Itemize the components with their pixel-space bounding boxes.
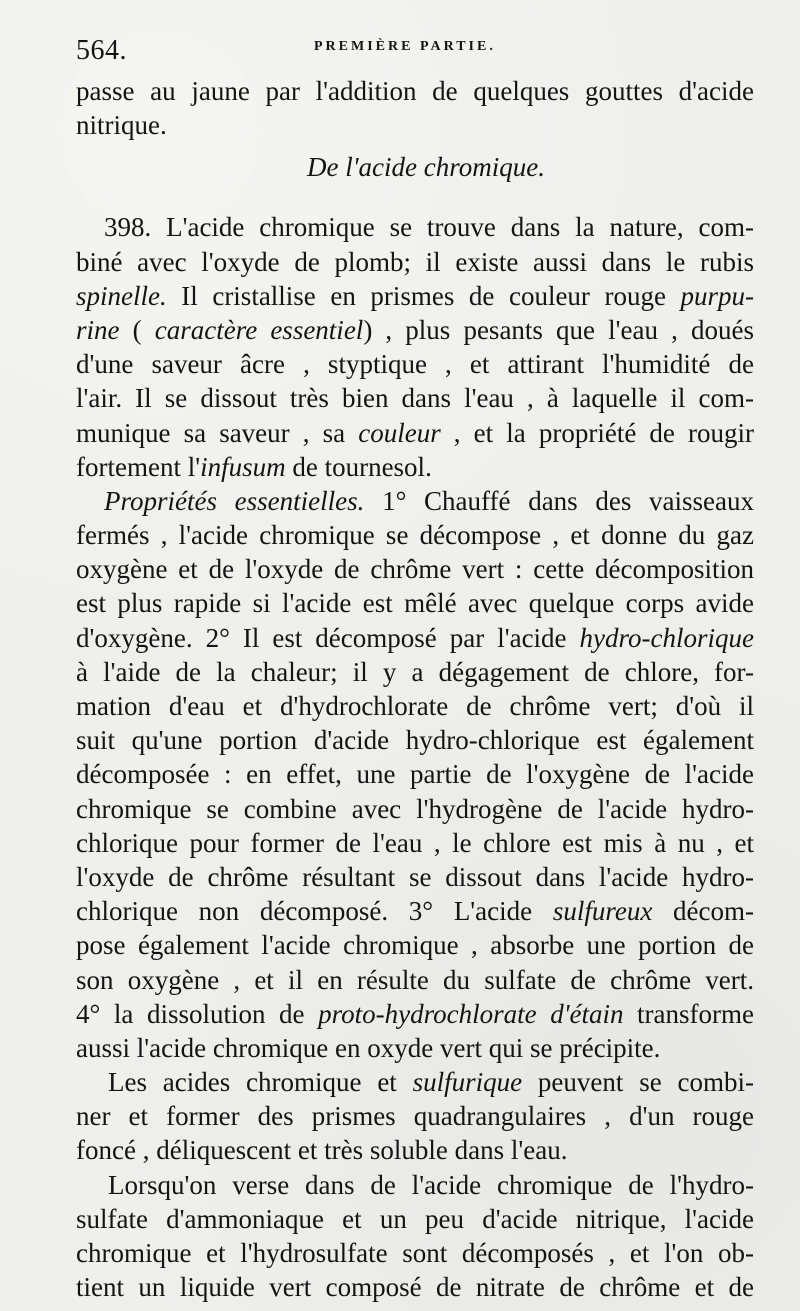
properties-line-4 bbox=[76, 586, 754, 620]
final-paragraph-line-2 bbox=[76, 1202, 754, 1236]
properties-line-6 bbox=[76, 655, 754, 689]
properties-line-7 bbox=[76, 689, 754, 723]
line-text: nitrique. bbox=[76, 110, 167, 141]
paragraph-398-line-5 bbox=[76, 347, 754, 381]
line-text: 4° la dissolution de bbox=[76, 998, 319, 1029]
properties-line-12 bbox=[76, 860, 754, 894]
italic-text: purpu- bbox=[680, 280, 754, 311]
paragraph-398-line-6 bbox=[76, 381, 754, 415]
line-text: à l'aide de la chaleur; il y a dégagement de chlore, for- bbox=[76, 656, 754, 687]
italic-text: couleur bbox=[358, 417, 441, 448]
paragraph-398-line-3 bbox=[76, 279, 754, 313]
line-text: décomposée : en effet, une partie de l'oxygène de l'acide bbox=[76, 759, 754, 790]
paragraph-398-line-4 bbox=[76, 313, 754, 347]
line-text: ner et former des prismes quadrangulaires , d'un rouge bbox=[76, 1101, 754, 1132]
line-text: Il cristallise en prismes de couleur rouge bbox=[166, 280, 681, 311]
line-text: mation d'eau et d'hydrochlorate de chrôme vert; d'où il bbox=[76, 691, 754, 721]
italic-text: rine bbox=[76, 314, 120, 345]
line-text: Lorsqu'on verse dans de l'acide chromique de l'hydro- bbox=[108, 1169, 754, 1200]
text-line-2 bbox=[76, 108, 754, 142]
paragraph-398-line-2 bbox=[76, 245, 754, 279]
italic-text: proto-hydrochlorate d'étain bbox=[318, 998, 624, 1029]
properties-line-13 bbox=[76, 894, 754, 928]
properties-line-15 bbox=[76, 963, 754, 997]
italic-text: spinelle. bbox=[76, 280, 167, 311]
line-text: Les acides chromique et bbox=[108, 1067, 413, 1098]
line-text: transforme bbox=[623, 998, 754, 1029]
acids-paragraph-line-3 bbox=[76, 1133, 754, 1167]
properties-line-1 bbox=[76, 484, 754, 518]
running-header bbox=[76, 28, 754, 74]
final-paragraph-line-4 bbox=[76, 1270, 754, 1304]
line-text: L'acide chromique se trouve dans la nature, com- bbox=[151, 212, 754, 243]
line-text: foncé , déliquescent et très soluble dans l'eau. bbox=[76, 1135, 568, 1166]
properties-line-14 bbox=[76, 928, 754, 962]
final-paragraph-line-3 bbox=[76, 1236, 754, 1270]
text-line-1 bbox=[76, 74, 754, 108]
italic-text: caractère essentiel bbox=[154, 314, 364, 345]
line-text: pose également l'acide chromique , absorbe une portion de bbox=[76, 930, 754, 961]
line-text: son oxygène , et il en résulte du sulfate de chrôme vert. bbox=[76, 964, 754, 995]
line-text: chromique se combine avec l'hydrogène de l'acide hydro- bbox=[76, 793, 754, 824]
line-text: chlorique pour former de l'eau , le chlore est mis à nu , et bbox=[76, 827, 754, 858]
acids-paragraph-line-1 bbox=[76, 1065, 754, 1099]
line-text: aussi l'acide chromique en oxyde vert qui se précipite. bbox=[76, 1032, 661, 1063]
properties-line-5 bbox=[76, 621, 754, 655]
line-text: munique sa saveur , sa bbox=[76, 417, 359, 448]
line-text: l'air. Il se dissout très bien dans l'eau , à laquelle il com- bbox=[76, 383, 754, 414]
line-text: oxygène et de l'oxyde de chrôme vert : cette décomposition bbox=[76, 554, 754, 585]
line-text: chromique et l'hydrosulfate sont décomposés , et l'on ob- bbox=[76, 1238, 754, 1268]
line-text: d'une saveur âcre , styptique , et attirant l'humidité de bbox=[76, 349, 754, 380]
properties-line-11 bbox=[76, 826, 754, 860]
line-text: décom- bbox=[652, 896, 754, 927]
line-text: l'oxyde de chrôme résultant se dissout dans l'acide hydro- bbox=[76, 861, 754, 892]
properties-line-2 bbox=[76, 518, 754, 552]
properties-line-10 bbox=[76, 792, 754, 826]
line-text: fortement l' bbox=[76, 451, 201, 482]
line-text: passe au jaune par l'addition de quelques gouttes d'acide bbox=[76, 76, 754, 106]
line-text: , et la propriété de rougir bbox=[440, 417, 754, 448]
page-number: 564. bbox=[76, 35, 127, 66]
line-text: d'oxygène. 2° Il est décomposé par l'acide bbox=[76, 622, 580, 653]
italic-text: sulfureux bbox=[552, 896, 653, 927]
final-paragraph-line-1 bbox=[76, 1168, 754, 1202]
properties-line-9 bbox=[76, 757, 754, 791]
line-text: peuvent se combi- bbox=[522, 1067, 754, 1098]
line-text: ) , plus pesants que l'eau , doués bbox=[363, 314, 755, 345]
paragraph-number: 398. bbox=[104, 212, 152, 243]
properties-line-8 bbox=[76, 723, 754, 757]
line-text: biné avec l'oxyde de plomb; il existe aussi dans le rubis bbox=[76, 246, 754, 277]
section-title: De l'acide chromique. bbox=[307, 152, 545, 183]
properties-line-3 bbox=[76, 552, 754, 586]
line-text: chlorique non décomposé. 3° L'acide bbox=[76, 896, 553, 927]
line-text: sulfate d'ammoniaque et un peu d'acide nitrique, l'acide bbox=[76, 1203, 754, 1234]
acids-paragraph-line-2 bbox=[76, 1099, 754, 1133]
italic-heading: Propriétés essentielles. bbox=[104, 485, 365, 516]
properties-line-17 bbox=[76, 1031, 754, 1065]
paragraph-398-line-8 bbox=[76, 450, 754, 484]
italic-text: hydro-chlorique bbox=[579, 622, 754, 653]
line-text: tient un liquide vert composé de nitrate de chrôme et de bbox=[76, 1272, 754, 1303]
italic-text: sulfurique bbox=[412, 1067, 523, 1098]
running-title: PREMIÈRE PARTIE. bbox=[314, 39, 496, 54]
paragraph-398-line-1 bbox=[76, 210, 754, 244]
paragraph-398-line-7 bbox=[76, 416, 754, 450]
line-text: fermés , l'acide chromique se décompose , et donne du gaz bbox=[76, 520, 754, 551]
line-text: ( bbox=[119, 314, 155, 345]
line-text: suit qu'une portion d'acide hydro-chlorique est également bbox=[76, 725, 754, 756]
line-text: de tournesol. bbox=[285, 451, 432, 482]
properties-line-16 bbox=[76, 997, 754, 1031]
line-text: est plus rapide si l'acide est mêlé avec quelque corps avide bbox=[76, 588, 754, 619]
italic-text: infusum bbox=[200, 451, 286, 482]
section-spacer bbox=[76, 188, 754, 210]
line-text: 1° Chauffé dans des vaisseaux bbox=[364, 485, 755, 516]
